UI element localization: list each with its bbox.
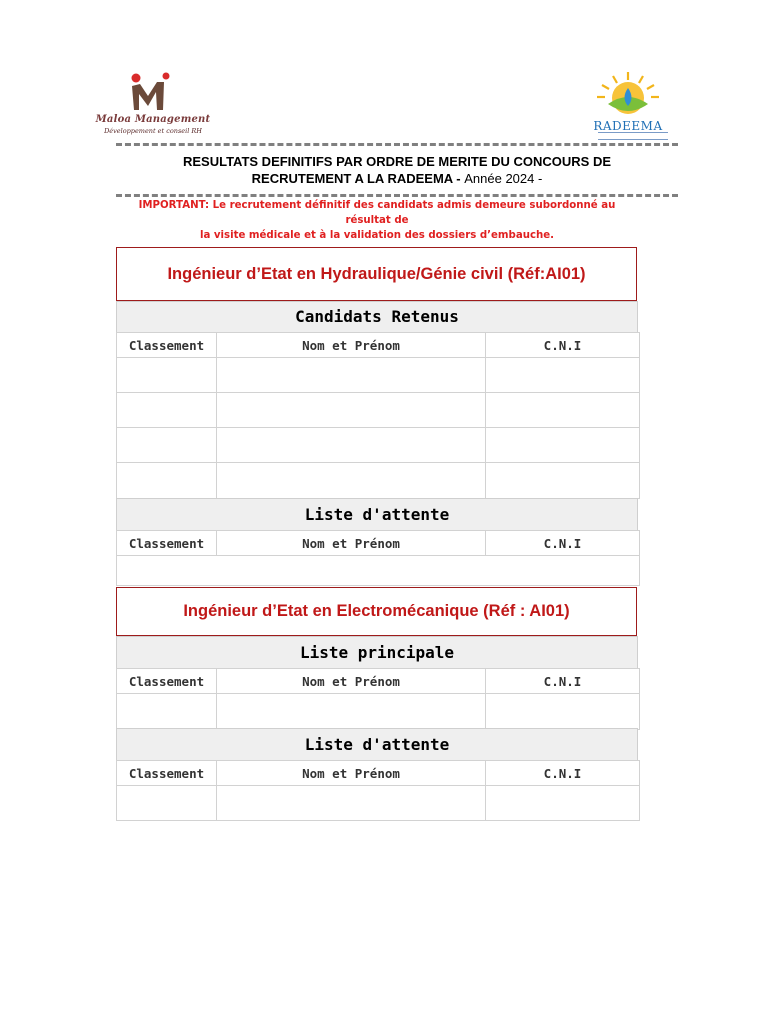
column-header-classement: Classement (117, 531, 217, 556)
column-header-classement: Classement (117, 333, 217, 358)
subheading-liste-principale: Liste principale (116, 636, 638, 668)
title-line-1: RESULTATS DEFINITIFS PAR ORDRE DE MERITE DU CONCOURS DE (182, 154, 612, 169)
title-line-2-text: RECRUTEMENT A LA RADEEMA - (251, 171, 465, 186)
column-header-classement: Classement (117, 761, 217, 786)
cell-classement (117, 393, 217, 428)
title-year: Année 2024 - (464, 171, 543, 186)
cell-classement (117, 786, 217, 821)
cell-nom-prenom (217, 358, 486, 393)
section-title-hydraulique: Ingénieur d’Etat en Hydraulique/Génie civil (Réf:AI01) (116, 247, 637, 301)
empty-row (117, 556, 640, 586)
maloa-tagline: Développement et conseil RH (104, 127, 202, 135)
cell-cni (486, 694, 640, 730)
column-header-cni: C.N.I (486, 669, 640, 694)
table-liste-attente-1 (116, 530, 640, 586)
section-title-electromecanique: Ingénieur d’Etat en Electromécanique (Réf : AI01) (116, 587, 637, 636)
title-line-2 (116, 170, 678, 187)
table-header-row (117, 531, 640, 556)
maloa-management-logo (92, 72, 214, 136)
cell-cni (486, 463, 640, 499)
column-header-cni: C.N.I (486, 333, 640, 358)
dashed-separator-bottom (116, 194, 678, 197)
column-header-nom-prenom: Nom et Prénom (217, 669, 486, 694)
table-row (117, 786, 640, 821)
table-row (117, 694, 640, 730)
important-notice-line-1: IMPORTANT: Le recrutement définitif des candidats admis demeure subordonné au résultat de (138, 200, 616, 226)
table-row (117, 463, 640, 499)
table-candidats-retenus (116, 332, 640, 499)
radeema-brand-text: RADEEMA (593, 119, 663, 133)
table-header-row (117, 669, 640, 694)
table-header-row (117, 761, 640, 786)
table-liste-attente-2 (116, 760, 640, 821)
cell-nom-prenom (217, 694, 486, 730)
column-header-cni: C.N.I (486, 531, 640, 556)
dashed-separator-top (116, 143, 678, 146)
important-notice-line-2: la visite médicale et à la validation des dossiers d’embauche. (199, 230, 555, 241)
table-header-row (117, 333, 640, 358)
cell-nom-prenom (217, 428, 486, 463)
cell-cni (486, 786, 640, 821)
table-row (117, 556, 640, 586)
table-row (117, 358, 640, 393)
cell-classement (117, 463, 217, 499)
column-header-nom-prenom: Nom et Prénom (217, 531, 486, 556)
important-notice (116, 198, 638, 243)
column-header-cni: C.N.I (486, 761, 640, 786)
column-header-nom-prenom: Nom et Prénom (217, 761, 486, 786)
cell-classement (117, 358, 217, 393)
radeema-subtitle-lines (598, 132, 668, 140)
cell-classement (117, 428, 217, 463)
maloa-figure-icon (128, 72, 178, 114)
cell-cni (486, 428, 640, 463)
cell-cni (486, 358, 640, 393)
table-row (117, 428, 640, 463)
cell-nom-prenom (217, 786, 486, 821)
column-header-classement: Classement (117, 669, 217, 694)
radeema-logo (578, 70, 678, 140)
cell-nom-prenom (217, 393, 486, 428)
column-header-nom-prenom: Nom et Prénom (217, 333, 486, 358)
table-liste-principale (116, 668, 640, 730)
cell-nom-prenom (217, 463, 486, 499)
subheading-liste-attente-2: Liste d'attente (116, 728, 638, 760)
subheading-candidats-retenus: Candidats Retenus (116, 301, 638, 332)
page-title (116, 153, 678, 187)
cell-cni (486, 393, 640, 428)
table-row (117, 393, 640, 428)
radeema-sun-drop-icon (593, 70, 663, 118)
subheading-liste-attente-1: Liste d'attente (116, 498, 638, 530)
maloa-brand-text: Maloa Management (95, 114, 211, 125)
cell-classement (117, 694, 217, 730)
